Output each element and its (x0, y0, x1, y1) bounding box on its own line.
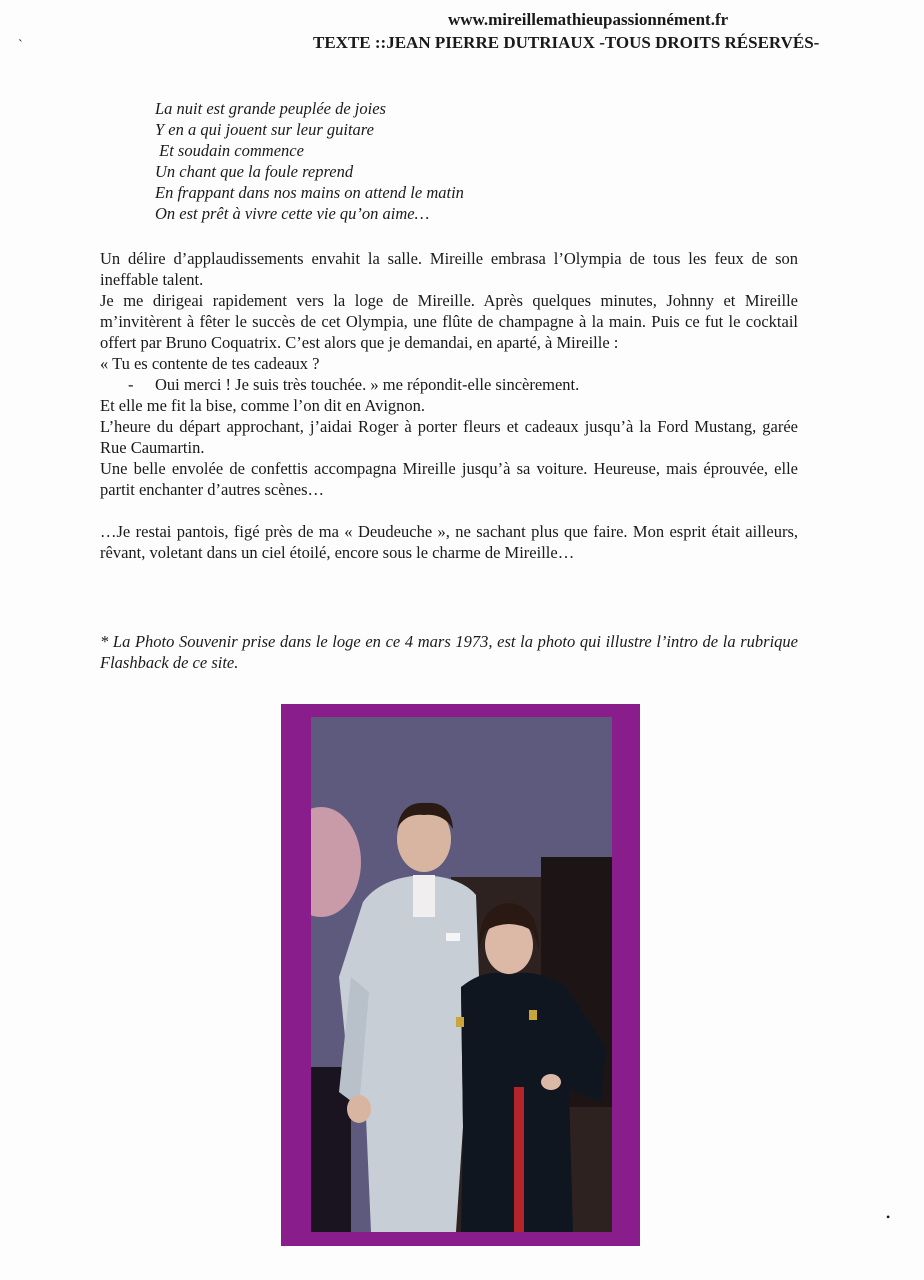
poem-line: Y en a qui jouent sur leur guitare (155, 120, 374, 139)
site-url: www.mireillemathieupassionnément.fr (448, 10, 729, 29)
dialog-line: « Tu es contente de tes cadeaux ? (100, 354, 320, 373)
story-text (100, 248, 798, 563)
paragraph: …Je restai pantois, figé près de ma « Deudeuche », ne sachant plus que faire. Mon esprit était ailleurs, rêvant, voletant dans un ciel étoilé, encore sous le charme de Mireille… (100, 522, 798, 562)
corner-mark: ` (18, 38, 23, 53)
photo-frame (281, 704, 640, 1246)
photo-footnote: * La Photo Souvenir prise dans le loge en ce 4 mars 1973, est la photo qui illustre l’intro de la rubrique Flashback de ce site. (100, 632, 798, 672)
paragraph: L’heure du départ approchant, j’aidai Roger à porter fleurs et cadeaux jusqu’à la Ford Mustang, garée Rue Caumartin. (100, 417, 798, 457)
souvenir-photo-illustration (311, 717, 612, 1232)
poem-line: Et soudain commence (155, 141, 304, 160)
poem-line: En frappant dans nos mains on attend le matin (155, 183, 464, 202)
poem-line: On est prêt à vivre cette vie qu’on aime… (155, 204, 430, 223)
poem-line: Un chant que la foule reprend (155, 162, 354, 181)
dialog-reply-text: Oui merci ! Je suis très touchée. » me répondit-elle sincèrement. (155, 375, 580, 394)
dialog-dash: - (128, 375, 134, 394)
paragraph: Une belle envolée de confettis accompagna Mireille jusqu’à sa voiture. Heureuse, mais éprouvée, elle partit enchanter d’autres scènes… (100, 459, 798, 499)
copyright-notice: TEXTE ::JEAN PIERRE DUTRIAUX -TOUS DROITS RÉSERVÉS- (313, 33, 820, 52)
corner-dot: • (886, 1210, 891, 1224)
paragraph: Et elle me fit la bise, comme l’on dit en Avignon. (100, 396, 426, 415)
dialog-reply (100, 374, 798, 395)
souvenir-photo (311, 717, 612, 1232)
poem-line: La nuit est grande peuplée de joies (155, 99, 386, 118)
paragraph: Un délire d’applaudissements envahit la salle. Mireille embrasa l’Olympia de tous les feux de son ineffable talent. (100, 249, 798, 289)
paragraph: Je me dirigeai rapidement vers la loge de Mireille. Après quelques minutes, Johnny et Mireille m’invitèrent à fêter le succès de cet Olympia, une flûte de champagne à la main. Puis ce fut le cocktail offert par Bruno Coquatrix. C’est alors que je demandai, en aparté, à Mireille : (100, 291, 798, 352)
poem-excerpt (155, 98, 464, 224)
